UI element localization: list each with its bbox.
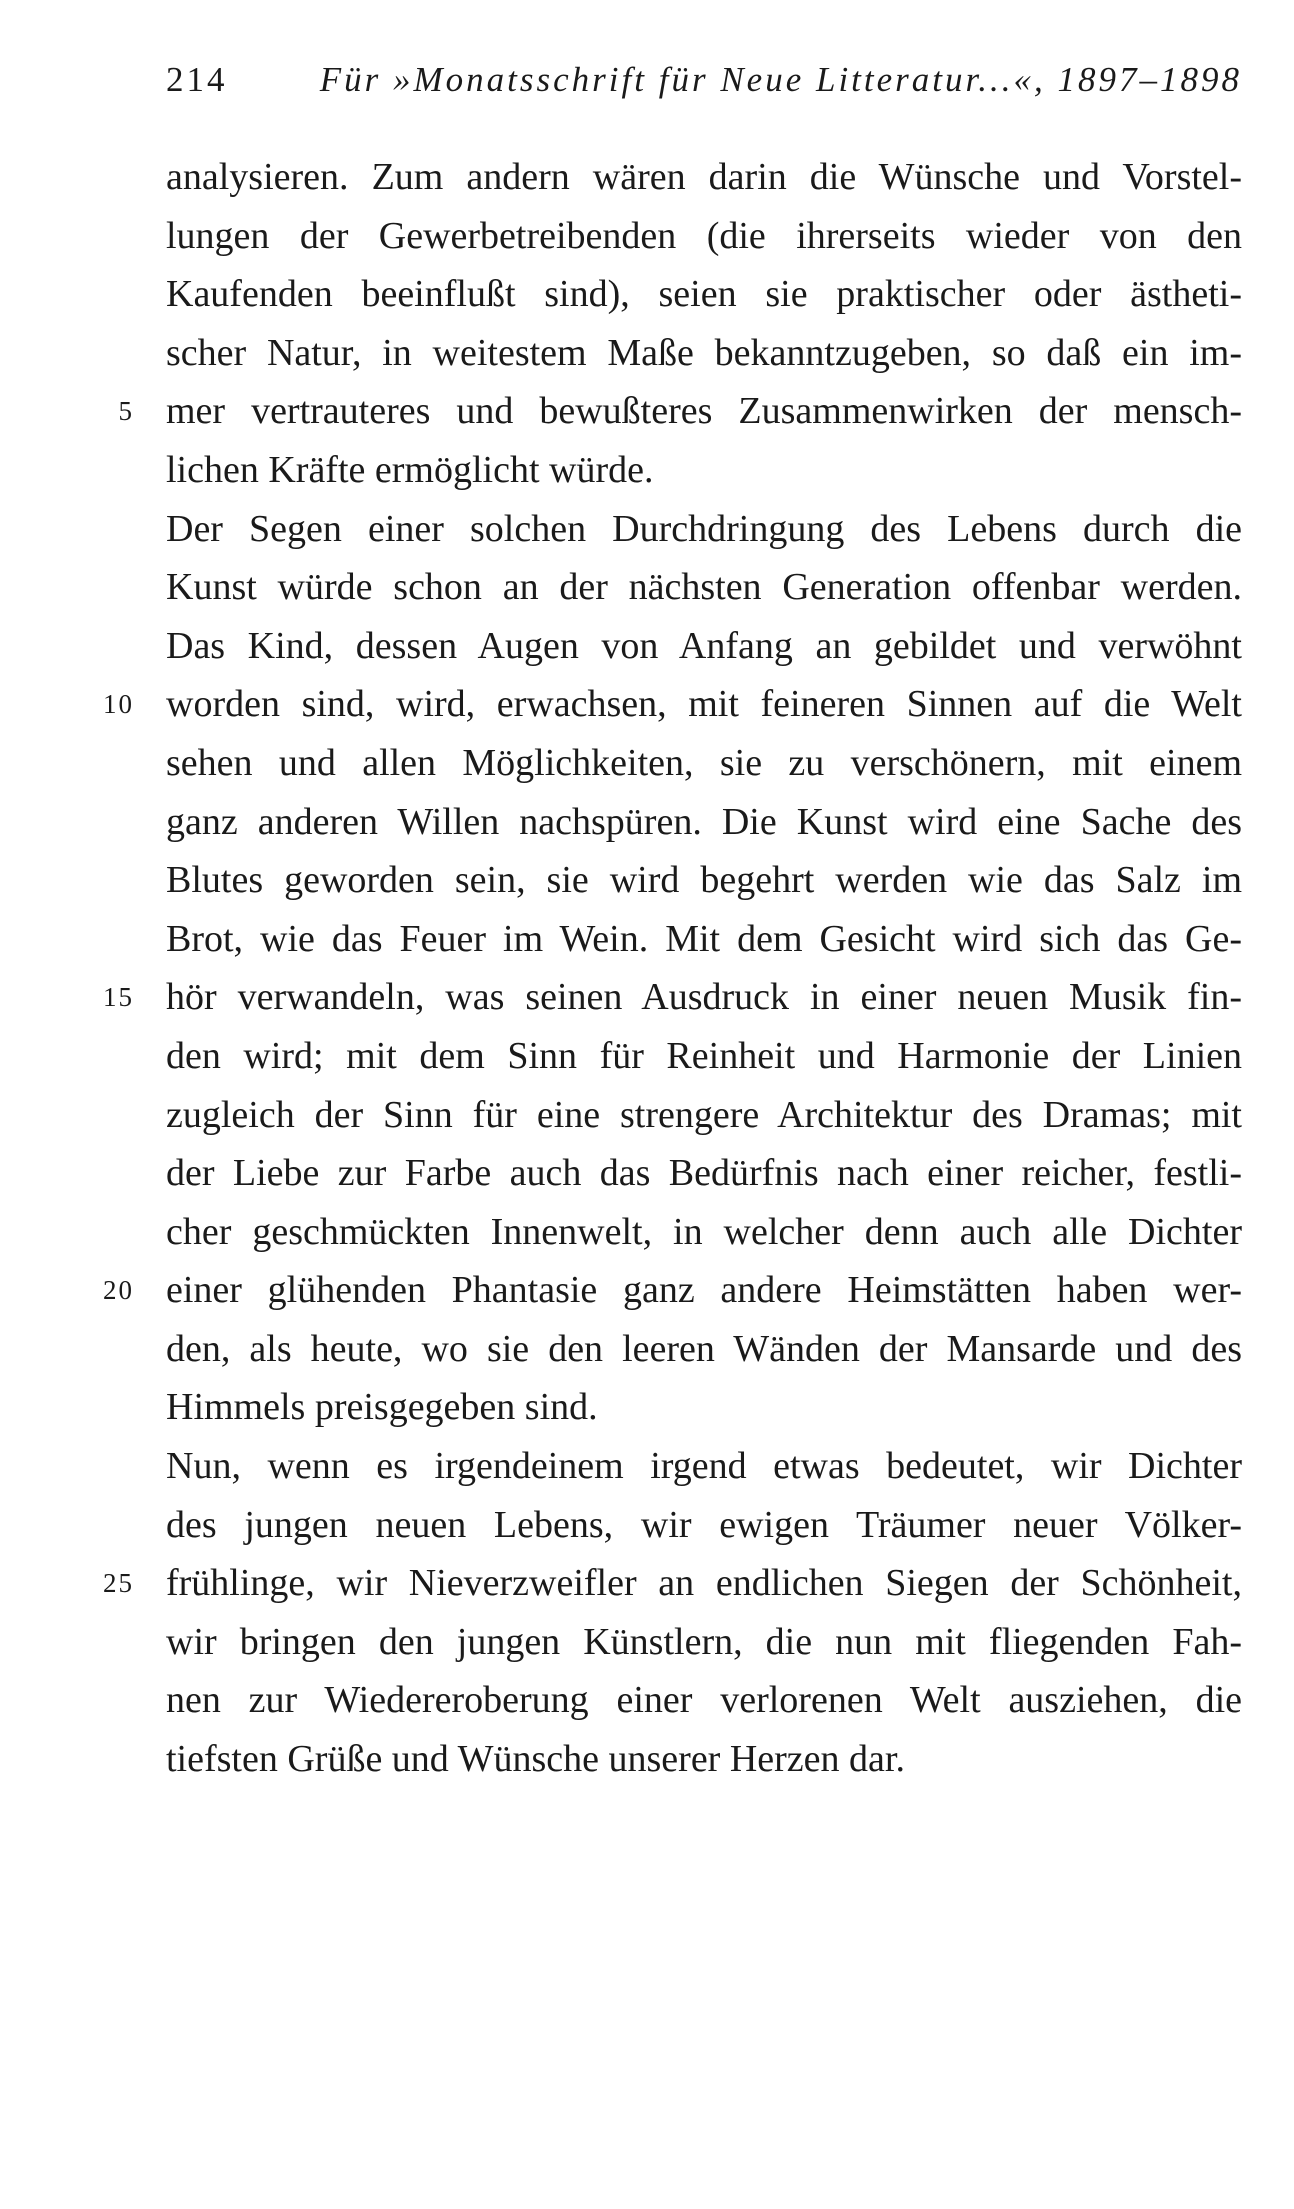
- line-number: 20: [103, 1275, 134, 1306]
- line-number: 10: [103, 689, 134, 720]
- text-line: [166, 1144, 1242, 1203]
- line-text: Brot, wie das Feuer im Wein. Mit dem Gesicht wird sich das Ge-: [166, 917, 1242, 960]
- line-text: Das Kind, dessen Augen von Anfang an gebildet und verwöhnt: [166, 624, 1242, 667]
- text-line: [166, 441, 1242, 500]
- text-line: [166, 1378, 1242, 1437]
- line-text: den, als heute, wo sie den leeren Wänden der Mansarde und des: [166, 1327, 1242, 1370]
- text-line: [166, 1496, 1242, 1555]
- line-number: 25: [103, 1568, 134, 1599]
- line-text: des jungen neuen Lebens, wir ewigen Träumer neuer Völker-: [166, 1503, 1242, 1546]
- text-line: [166, 734, 1242, 793]
- text-line: [166, 324, 1242, 383]
- text-line: [166, 1730, 1242, 1789]
- text-line: [166, 1437, 1242, 1496]
- line-text: hör verwandeln, was seinen Ausdruck in einer neuen Musik fin-: [166, 976, 1242, 1019]
- line-text: lungen der Gewerbetreibenden (die ihrerseits wieder von den: [166, 214, 1242, 257]
- line-text: Der Segen einer solchen Durchdringung des Lebens durch die: [166, 507, 1242, 550]
- text-line: [166, 617, 1242, 676]
- line-text: tiefsten Grüße und Wünsche unserer Herzen dar.: [166, 1738, 905, 1781]
- line-text: ganz anderen Willen nachspüren. Die Kunst wird eine Sache des: [166, 800, 1242, 843]
- line-text: cher geschmückten Innenwelt, in welcher denn auch alle Dichter: [166, 1210, 1242, 1253]
- text-line: [166, 148, 1242, 207]
- line-text: nen zur Wiedereroberung einer verlorenen Welt ausziehen, die: [166, 1679, 1242, 1722]
- text-line: [166, 910, 1242, 969]
- text-line: [166, 1671, 1242, 1730]
- text-line: [118, 382, 1242, 441]
- text-line: [166, 265, 1242, 324]
- text-line: [103, 1261, 1242, 1320]
- line-text: Nun, wenn es irgendeinem irgend etwas bedeutet, wir Dichter: [166, 1445, 1242, 1488]
- line-text: scher Natur, in weitestem Maße bekanntzugeben, so daß ein im-: [166, 331, 1242, 374]
- text-line: [103, 1554, 1242, 1613]
- text-line: [166, 558, 1242, 617]
- text-line: [166, 1320, 1242, 1379]
- line-text: worden sind, wird, erwachsen, mit feineren Sinnen auf die Welt: [166, 683, 1242, 726]
- text-line: [166, 1613, 1242, 1672]
- line-text: einer glühenden Phantasie ganz andere Heimstätten haben wer-: [166, 1269, 1242, 1312]
- page-number: 214: [166, 60, 228, 99]
- line-text: Blutes geworden sein, sie wird begehrt werden wie das Salz im: [166, 859, 1242, 902]
- line-text: sehen und allen Möglichkeiten, sie zu verschönern, mit einem: [166, 741, 1242, 784]
- text-line: [166, 1086, 1242, 1145]
- running-head: Für »Monatsschrift für Neue Litteratur...«, 1897–1898: [319, 60, 1242, 99]
- line-text: Himmels preisgegeben sind.: [166, 1386, 598, 1429]
- line-text: frühlinge, wir Nieverzweifler an endlichen Siegen der Schönheit,: [166, 1562, 1242, 1605]
- line-text: den wird; mit dem Sinn für Reinheit und Harmonie der Linien: [166, 1034, 1242, 1077]
- page-header: [166, 60, 1242, 120]
- text-line: [103, 675, 1242, 734]
- text-line: [166, 793, 1242, 852]
- text-line: [166, 500, 1242, 559]
- line-text: der Liebe zur Farbe auch das Bedürfnis nach einer reicher, festli-: [166, 1152, 1242, 1195]
- body-text: [103, 148, 1242, 1789]
- text-line: [166, 851, 1242, 910]
- line-text: zugleich der Sinn für eine strengere Architektur des Dramas; mit: [166, 1093, 1242, 1136]
- text-line: [166, 1203, 1242, 1262]
- text-line: [166, 1027, 1242, 1086]
- line-number: 15: [103, 982, 134, 1013]
- text-line: [103, 968, 1242, 1027]
- line-text: analysieren. Zum andern wären darin die Wünsche und Vorstel-: [166, 156, 1242, 198]
- text-line: [166, 207, 1242, 266]
- line-text: Kaufenden beeinflußt sind), seien sie praktischer oder ästheti-: [166, 273, 1242, 316]
- line-text: mer vertrauteres und bewußteres Zusammenwirken der mensch-: [166, 390, 1242, 433]
- line-number: 5: [118, 396, 134, 427]
- line-text: wir bringen den jungen Künstlern, die nun mit fliegenden Fah-: [166, 1620, 1242, 1663]
- line-text: Kunst würde schon an der nächsten Generation offenbar werden.: [166, 566, 1242, 609]
- line-text: lichen Kräfte ermöglicht würde.: [166, 448, 654, 491]
